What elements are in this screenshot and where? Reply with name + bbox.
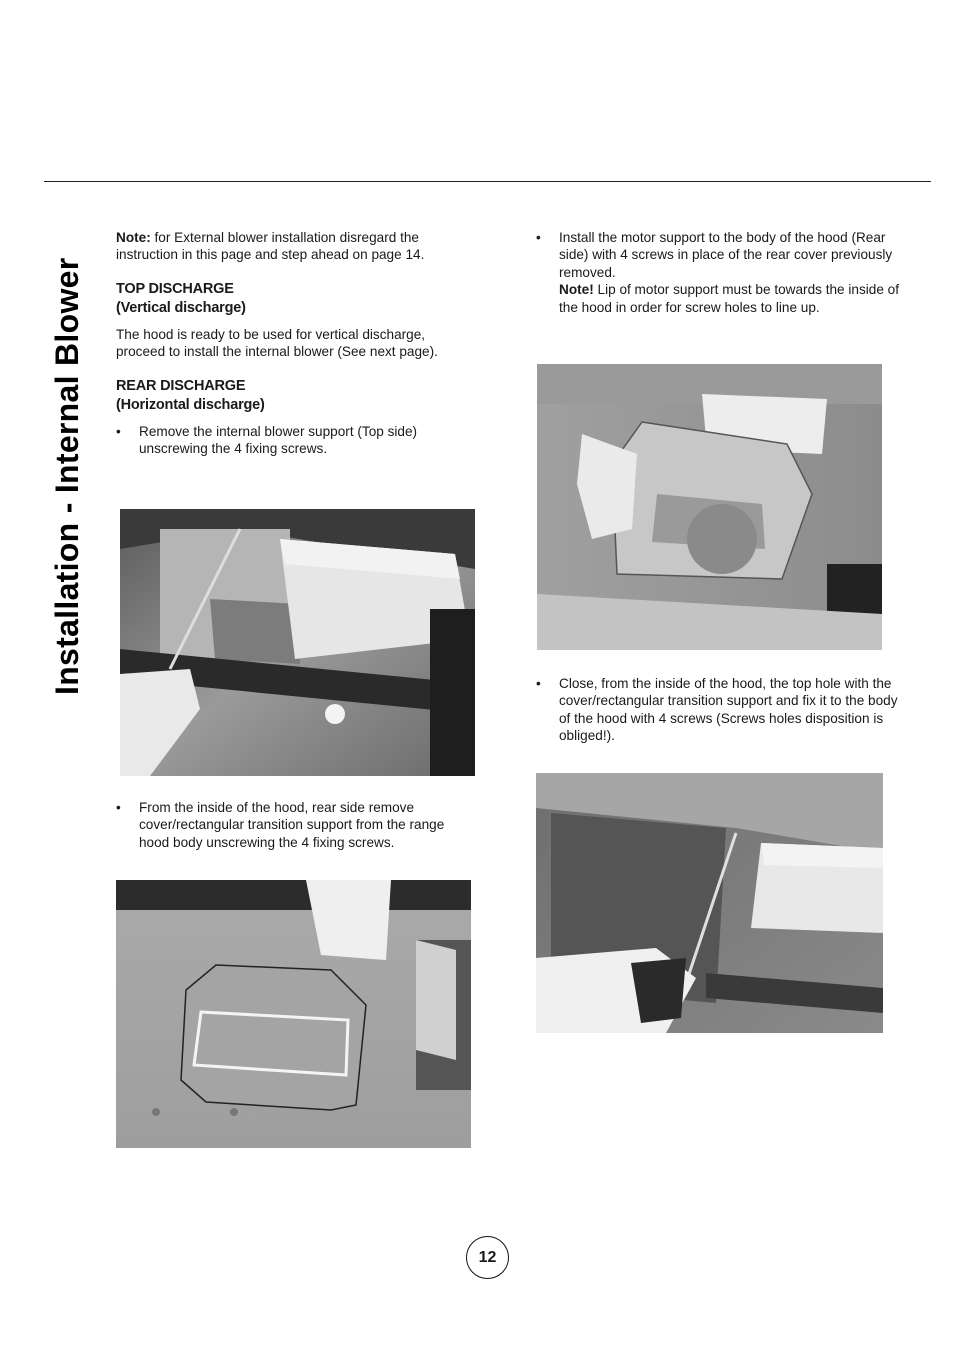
- step-install-motor-support: [536, 229, 906, 316]
- photo-cover-installation: [536, 773, 883, 1033]
- note-label: Note!: [559, 282, 594, 298]
- bullet-icon: •: [536, 676, 541, 691]
- bullet-icon: •: [116, 800, 121, 815]
- photo-blower-support: [120, 509, 475, 776]
- top-discharge-title: TOP DISCHARGE: [116, 280, 234, 297]
- step-close-top-hole: [536, 675, 900, 745]
- right-column: [536, 229, 906, 316]
- rear-discharge-subtitle: (Horizontal discharge): [116, 396, 265, 413]
- top-discharge-body: The hood is ready to be used for vertical discharge, proceed to install the internal blower (See next page).: [116, 326, 438, 360]
- bullet-icon: •: [116, 423, 121, 439]
- step-text: Close, from the inside of the hood, the top hole with the cover/rectangular transition support and fix it to the body of the hood with 4 screws (Screws holes disposition is obliged!).: [559, 676, 898, 744]
- top-discharge-subtitle: (Vertical discharge): [116, 299, 246, 316]
- left-column: [116, 229, 476, 457]
- external-blower-note: [116, 229, 476, 264]
- note-text: Lip of motor support must be towards the inside of the hood in order for screw holes to line up.: [559, 282, 900, 315]
- bullet-icon: •: [536, 230, 541, 245]
- right-column-lower: [536, 675, 900, 745]
- top-discharge-heading: [116, 280, 476, 318]
- step-text: Install the motor support to the body of the hood (Rear side) with 4 screws in place of the rear cover previously removed.: [559, 230, 893, 280]
- section-title: Installation - Internal Blower: [49, 257, 85, 695]
- rear-discharge-heading: [116, 377, 476, 415]
- rear-discharge-title: REAR DISCHARGE: [116, 377, 246, 394]
- photo-motor-support: [537, 364, 882, 650]
- left-column-lower: [116, 799, 476, 851]
- note-label: Note:: [116, 230, 151, 245]
- page-number: 12: [466, 1236, 509, 1279]
- header-rule: [44, 181, 931, 182]
- step-remove-rear-cover: [116, 799, 476, 851]
- step-remove-blower-support: [116, 423, 476, 458]
- note-text: for External blower installation disregard the instruction in this page and step ahead on page 14.: [116, 230, 425, 263]
- step-text: Remove the internal blower support (Top side) unscrewing the 4 fixing screws.: [139, 423, 418, 457]
- step-text: From the inside of the hood, rear side remove cover/rectangular transition support from the range hood body unscrewing the 4 fixing screws.: [139, 800, 445, 850]
- photo-rear-cover: [116, 880, 471, 1148]
